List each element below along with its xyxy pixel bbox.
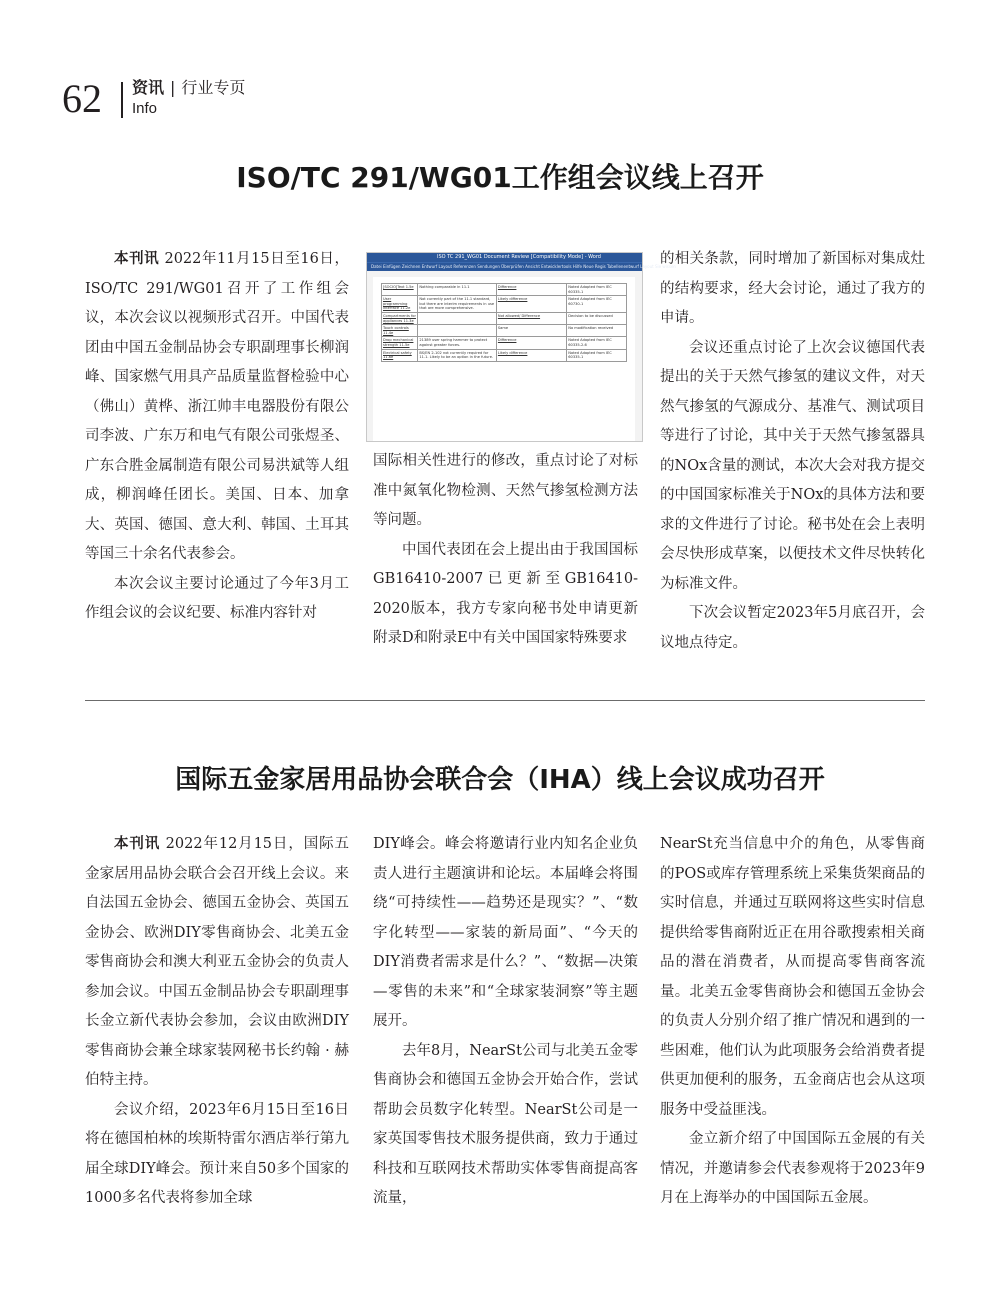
table-cell: Difference: [496, 284, 566, 296]
figure-titlebar: [367, 253, 642, 262]
article1-column-2: [373, 447, 638, 654]
table-cell: Noted Adapted from IEC 60730-1: [567, 296, 627, 313]
table-cell: BS/EN 2-102 not currently required for 11.1. Likely to be an option in the future.: [418, 349, 497, 361]
article2-paragraph: 金立新介绍了中国国际五金展的有关情况，并邀请参会代表参观将于2023年9月在上海举办的中国国际五金展。: [660, 1131, 925, 1206]
article1-paragraph: 中国代表团在会上提出由于我国国标GB16410-2007已更新至GB16410-2020版本，我方专家向秘书处申请更新附录D和附录E中有关中国国家特殊要求: [373, 541, 638, 646]
article2-paragraph: NearSt充当信息中介的角色，从零售商的POS或库存管理系统上采集货架商品的实时信息，并通过互联网将这些实时信息提供给零售商附近正在用谷歌搜索相关商品的潜在消费者，从而提高零售商客流量。北美五金零售商协会和德国五金协会的负责人分别介绍了推广情况和遇到的一些困难，他们认为此项服务会给消费者提供更加便利的服务，五金商店也会从这项服务中受益匪浅。: [660, 836, 925, 1118]
article2-column-3: [660, 830, 925, 1214]
section-name: 资讯: [132, 78, 165, 97]
table-row: [382, 296, 627, 313]
article2-column-2: [373, 830, 638, 1214]
table-cell: Noted Adapted from IEC 60335-2-6: [567, 337, 627, 349]
table-cell: Likely difference: [496, 296, 566, 313]
figure-window-title: ISO TC 291_WG01 Document Review [Compatibility Mode] - Word: [437, 254, 601, 260]
article2-paragraph: 去年8月，NearSt公司与北美五金零售商协会和德国五金协会开始合作，尝试帮助会员数字化转型。NearSt公司是一家英国零售技术服务提供商，致力于通过科技和互联网技术帮助实体零售商提高客流量，: [373, 1042, 638, 1206]
page-number: 62: [62, 76, 102, 121]
table-cell: Not currently part of the 11.1 standard, but there are interim requirements in use that are more comprehensive.: [418, 296, 497, 313]
table-cell: Compartments for appliances 11.3e: [382, 312, 418, 324]
table-cell: Noted Adapted from IEC 60335-1: [567, 349, 627, 361]
article1-paragraph: [85, 245, 349, 570]
table-cell: No modification received: [567, 325, 627, 337]
article2-lead: 本刊讯: [114, 836, 161, 852]
table-cell: Not allowed/ Difference: [496, 312, 566, 324]
table-cell: Noted Adapted from IEC 60335-1: [567, 284, 627, 296]
table-cell: Difference: [496, 337, 566, 349]
article1-paragraph: 国际相关性进行的修改，重点讨论了对标准中氮氧化物检测、天然气掺氢检测方法等问题。: [373, 453, 638, 528]
article1-paragraph: 本次会议主要讨论通过了今年3月工作组会议的会议纪要、标准内容针对: [85, 575, 349, 621]
article2-column-1: [85, 830, 349, 1214]
table-cell: Likely difference: [496, 349, 566, 361]
figure-document-page: [373, 277, 635, 441]
article-divider: [85, 700, 925, 701]
table-cell: User programming interface 11.2e: [382, 296, 418, 313]
table-cell: Drop mechanical strength 11.5e: [382, 337, 418, 349]
figure-table: [381, 283, 627, 362]
article2-title: 国际五金家居用品协会联合会（IHA）线上会议成功召开: [175, 765, 825, 795]
table-cell: [418, 312, 497, 324]
table-cell: Electrical safety 11.6e: [382, 349, 418, 361]
table-row: [382, 325, 627, 337]
figure-ribbon: Datei Einfügen Zeichnen Entwurf Layout Referenzen Sendungen Überprüfen Ansicht Entwicklertools Hilfe Neue Regis Tabellenentwurf Layout Sie wissen: [367, 262, 642, 271]
table-cell: Same: [496, 325, 566, 337]
article2-paragraph: 会议介绍，2023年6月15日至16日将在德国柏林的埃斯特雷尔酒店举行第九届全球DIY峰会。预计来自50多个国家的1000多名代表将参加全球: [85, 1101, 349, 1206]
document-screenshot-figure: [366, 252, 676, 442]
article2-paragraph: DIY峰会。峰会将邀请行业内知名企业负责人进行主题演讲和论坛。本届峰会将围绕“可持续性——趋势还是现实？”、“数字化转型——家装的新局面”、“今天的DIY消费者需求是什么？”、“数据—决策—零售的未来”和“全球家装洞察”等主题展开。: [373, 836, 638, 1029]
article1-paragraph: 下次会议暂定2023年5月底召开，会议地点待定。: [660, 605, 925, 651]
section-label: [132, 78, 245, 98]
table-row: [382, 284, 627, 296]
table-cell: 21389 user spring hammer to protect against greater forces.: [418, 337, 497, 349]
article1-paragraph: 会议还重点讨论了上次会议德国代表提出的关于天然气掺氢的建议文件，对天然气掺氢的气源成分、基准气、测试项目等进行了讨论，其中关于天然气掺氢器具的NOx含量的测试，本次大会对我方提交的中国国家标准关于NOx的具体方法和要求的文件进行了讨论。秘书处在会上表明会尽快形成草案，以便技术文件尽快转化为标准文件。: [660, 339, 925, 592]
table-cell: Nothing comparable in 11.1: [418, 284, 497, 296]
table-cell: [418, 325, 497, 337]
subsection-name: 行业专页: [181, 78, 246, 97]
header-divider: [121, 82, 123, 118]
section-name-en: Info: [132, 100, 158, 117]
table-cell: [SOCIO]Text 1.5e: [382, 284, 418, 296]
article1-column-3: [660, 245, 925, 658]
article1-paragraph: 的相关条款，同时增加了新国标对集成灶的结构要求，经大会讨论，通过了我方的申请。: [660, 251, 925, 326]
table-row: [382, 337, 627, 349]
article1-lead: 本刊讯: [114, 251, 160, 267]
article2-paragraph: [85, 830, 349, 1096]
table-row: [382, 349, 627, 361]
table-cell: Touch controls 11.4e: [382, 325, 418, 337]
article1-text: 2022年11月15日至16日，ISO/TC 291/WG01召开了工作组会议，本次会议以视频形式召开。中国代表团由中国五金制品协会专职副理事长柳润峰、国家燃气用具产品质量监督检验中心（佛山）黄桦、浙江帅丰电器股份有限公司李波、广东万和电气有限公司张煜圣、广东合胜金属制造有限公司易洪斌等人组成，柳润峰任团长。美国、日本、加拿大、英国、德国、意大利、韩国、土耳其等国三十余名代表参会。: [85, 251, 350, 562]
article2-text: 2022年12月15日，国际五金家居用品协会联合会召开线上会议。来自法国五金协会、德国五金协会、英国五金协会、欧洲DIY零售商协会、北美五金零售商协会和澳大利亚五金协会的负责人参加会议。中国五金制品协会专职副理事长金立新代表协会参加，会议由欧洲DIY零售商协会兼全球家装网秘书长约翰 · 赫伯特主持。: [85, 836, 349, 1088]
table-row: [382, 312, 627, 324]
section-separator: |: [170, 78, 176, 97]
table-cell: Decision to be discussed: [567, 312, 627, 324]
article1-title: ISO/TC 291/WG01工作组会议线上召开: [236, 161, 764, 194]
article1-column-1: [85, 245, 349, 629]
